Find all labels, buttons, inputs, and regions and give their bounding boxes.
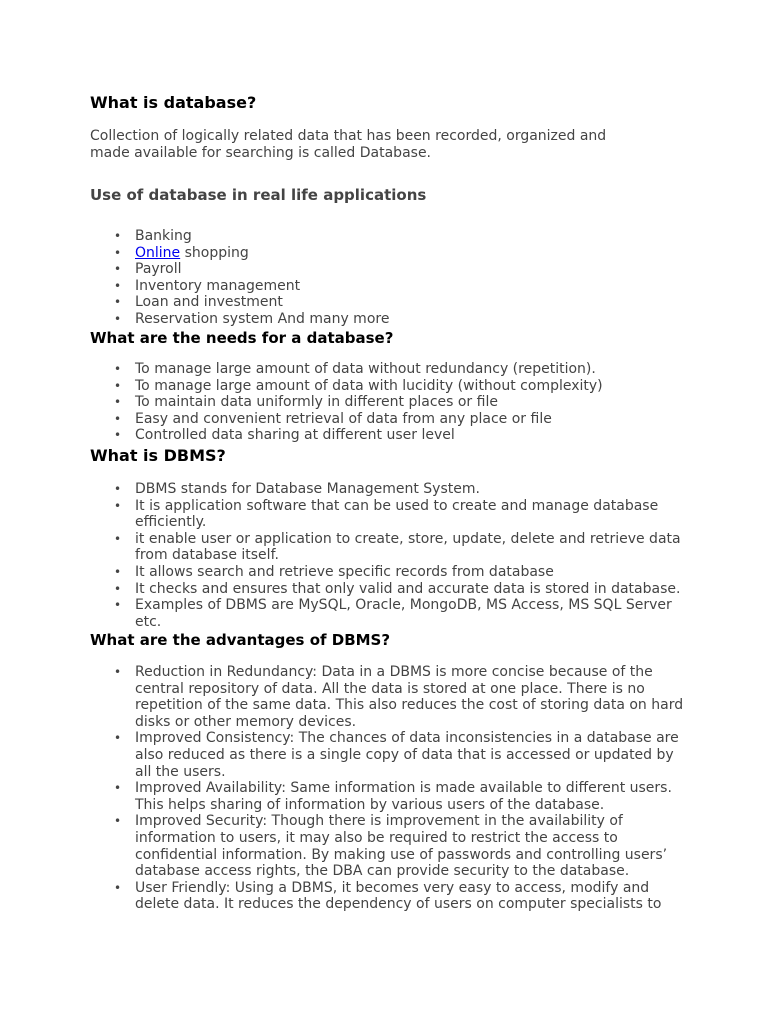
list-what-is-dbms xyxy=(90,481,690,630)
list-item: • To manage large amount of data with lucidity (without complexity) xyxy=(135,378,690,395)
heading-use-of-database: Use of database in real life applications xyxy=(90,186,427,204)
list-item: • Loan and investment xyxy=(135,294,690,311)
heading-what-is-database: What is database? xyxy=(90,93,257,112)
list-item: • It is application software that can be used to create and manage database efficiently. xyxy=(135,498,690,531)
paragraph-database-definition: Collection of logically related data that has been recorded, organized and made available for searching is called Database. xyxy=(90,128,607,161)
list-item: • To manage large amount of data without redundancy (repetition). xyxy=(135,361,690,378)
online-link[interactable]: Online xyxy=(135,244,181,261)
list-advantages-of-dbms xyxy=(90,664,690,913)
list-item: • Payroll xyxy=(135,261,690,278)
list-item: • To maintain data uniformly in different places or file xyxy=(135,394,690,411)
list-item: • It allows search and retrieve specific records from database xyxy=(135,564,690,581)
list-item: • Examples of DBMS are MySQL, Oracle, MongoDB, MS Access, MS SQL Server etc. xyxy=(135,597,690,630)
list-use-of-database xyxy=(90,228,690,328)
list-item: • DBMS stands for Database Management System. xyxy=(135,481,690,498)
list-item: • Inventory management xyxy=(135,278,690,295)
list-item: • It checks and ensures that only valid and accurate data is stored in database. xyxy=(135,581,690,598)
heading-needs-for-database: What are the needs for a database? xyxy=(90,329,394,347)
list-item: • Improved Availability: Same information is made available to different users. This helps sharing of information by various users of the database. xyxy=(135,780,690,813)
list-item: • Reduction in Redundancy: Data in a DBMS is more concise because of the central repository of data. All the data is stored at one place. There is no repetition of the same data. This also reduces the cost of storing data on hard disks or other memory devices. xyxy=(135,664,690,730)
list-needs-for-database xyxy=(90,361,690,444)
online-shopping-suffix: shopping xyxy=(180,244,249,261)
list-item: • Controlled data sharing at different user level xyxy=(135,427,690,444)
list-item: • User Friendly: Using a DBMS, it becomes very easy to access, modify and delete data. It reduces the dependency of users on computer specialists to xyxy=(135,880,690,913)
list-item: • Improved Consistency: The chances of data inconsistencies in a database are also reduced as there is a single copy of data that is accessed or updated by all the users. xyxy=(135,730,690,780)
list-item: • Easy and convenient retrieval of data from any place or file xyxy=(135,411,690,428)
list-item: • Banking xyxy=(135,228,690,245)
heading-advantages-of-dbms: What are the advantages of DBMS? xyxy=(90,631,391,649)
list-item xyxy=(135,245,690,262)
list-item: • Improved Security: Though there is improvement in the availability of information to users, it may also be required to restrict the access to confidential information. By making use of passwords and controlling users’ database access rights, the DBA can provide security to the database. xyxy=(135,813,690,879)
list-item: • Reservation system And many more xyxy=(135,311,690,328)
list-item: • it enable user or application to create, store, update, delete and retrieve data from database itself. xyxy=(135,531,690,564)
heading-what-is-dbms: What is DBMS? xyxy=(90,446,226,465)
